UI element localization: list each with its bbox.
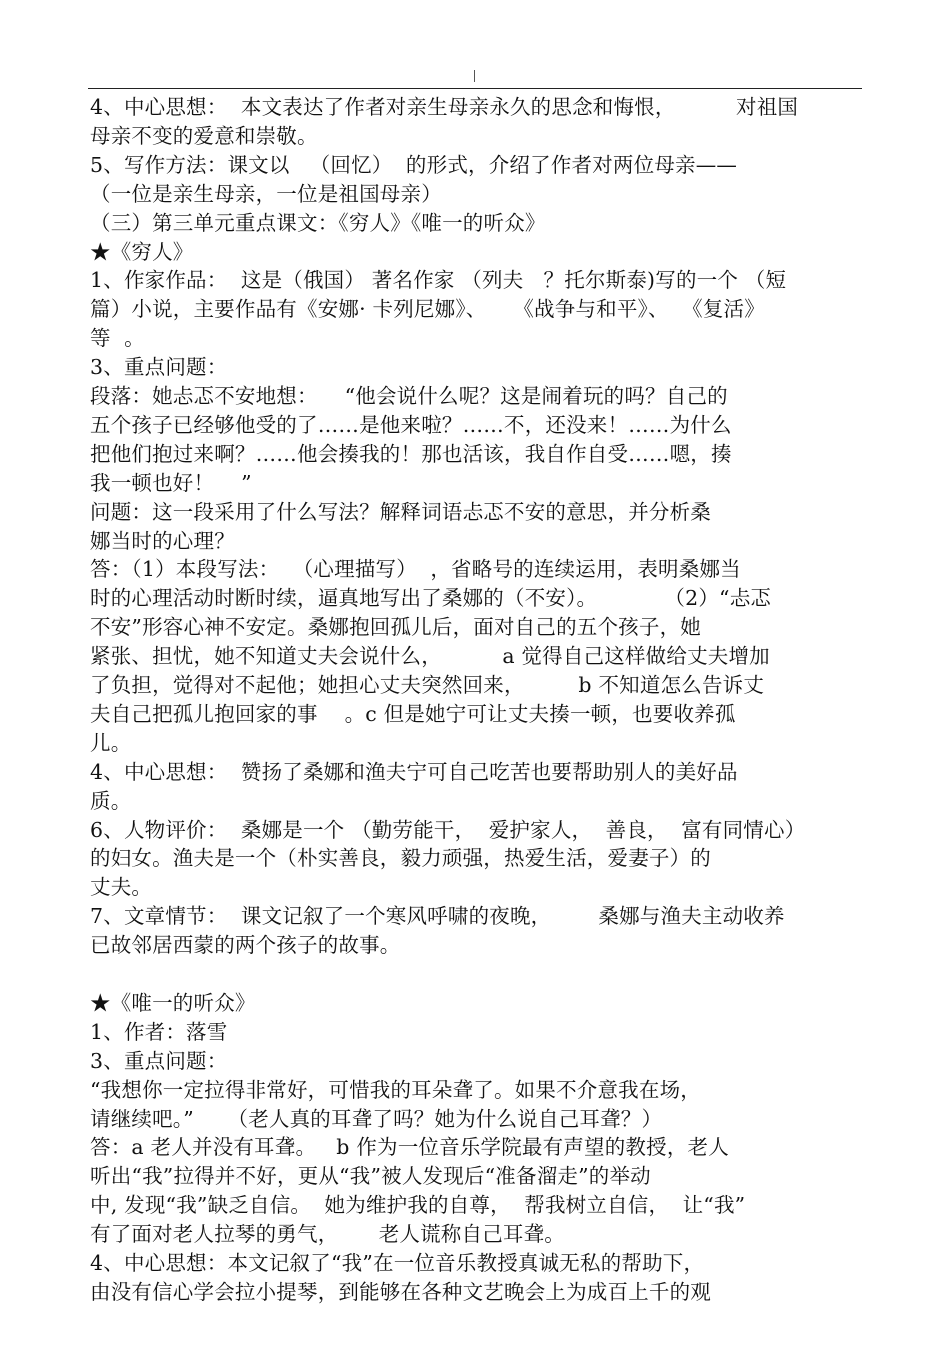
text-line: 4、中心思想： 本文表达了作者对亲生母亲永久的思念和悔恨， 对祖国 <box>90 95 799 119</box>
text-line: 段落：她忐忑不安地想： “他会说什么呢？这是闹着玩的吗？自己的 <box>90 384 728 408</box>
text-line: 1、作者：落雪 <box>90 1019 228 1044</box>
text-line: 6、人物评价： 桑娜是一个 （勤劳能干， 爱护家人， 善良， 富有同情心） <box>90 817 806 842</box>
text-line: 请继续吧。” （老人真的耳聋了吗？她为什么说自己耳聋？） <box>90 1106 663 1131</box>
header-mark <box>474 70 475 82</box>
header-rule <box>88 88 862 89</box>
text-line: （三）第三单元重点课文：《穷人》《唯一的听众》 <box>90 210 546 235</box>
text-line: 我一顿也好！ ” <box>90 470 252 495</box>
text-line: （一位是亲生母亲，一位是祖国母亲） <box>90 181 442 206</box>
text-line: ★《穷人》 <box>90 239 194 264</box>
text-line: 3、重点问题： <box>90 355 228 380</box>
text-line: 答：a 老人并没有耳聋。 b 作为一位音乐学院最有声望的教授，老人 <box>90 1135 729 1160</box>
text-line: 夫自己把孤儿抱回家的事 。c 但是她宁可让丈夫揍一顿，也要收养孤 <box>90 701 736 726</box>
text-line: 紧张、担忧，她不知道丈夫会说什么， a 觉得自己这样做给丈夫增加 <box>90 644 770 669</box>
text-line: 1、作家作品： 这是（俄国） 著名作家 （列夫 ？托尔斯泰)写的一个 （短 <box>90 268 787 293</box>
text-line: 儿。 <box>90 730 132 755</box>
text-line: 有了面对老人拉琴的勇气， 老人谎称自己耳聋。 <box>90 1222 565 1247</box>
text-line: ★《唯一的听众》 <box>90 990 256 1015</box>
text-line: 时的心理活动时断时续，逼真地写出了桑娜的（不安）。 （2）“忐忑 <box>90 586 772 611</box>
text-line: 把他们抱过来啊？……他会揍我的！那也活该，我自作自受……嗯，揍 <box>90 441 732 466</box>
text-line: 4、中心思想：本文记叙了“我”在一位音乐教授真诚无私的帮助下， <box>90 1251 705 1275</box>
text-line: 篇）小说，主要作品有《安娜· 卡列尼娜》、 《战争与和平》、 《复活》 <box>90 297 765 322</box>
text-line: 5、写作方法：课文以 （回忆） 的形式，介绍了作者对两位母亲—— <box>90 152 738 177</box>
text-line: 听出“我”拉得并不好，更从“我”被人发现后“准备溜走”的举动 <box>90 1164 651 1189</box>
text-line: 了负担，觉得对不起他；她担心丈夫突然回来， b 不知道怎么告诉丈 <box>90 673 765 697</box>
text-line: 7、文章情节： 课文记叙了一个寒风呼啸的夜晚， 桑娜与渔夫主动收养 <box>90 904 785 929</box>
text-line: 娜当时的心理？ <box>90 528 235 553</box>
text-line: 质。 <box>90 788 132 813</box>
text-line: 由没有信心学会拉小提琴，到能够在各种文艺晚会上为成百上千的观 <box>90 1279 711 1304</box>
text-line: “我想你一定拉得非常好，可惜我的耳朵聋了。如果不介意我在场， <box>90 1077 701 1102</box>
text-line: 已故邻居西蒙的两个孩子的故事。 <box>90 933 401 958</box>
text-line: 问题：这一段采用了什么写法？解释词语忐忑不安的意思，并分析桑 <box>90 499 711 524</box>
text-line: 等 。 <box>90 326 145 351</box>
text-line: 中, 发现“我”缺乏自信。 她为维护我的自尊， 帮我树立自信， 让“我” <box>90 1193 746 1218</box>
text-line: 不安”形容心神不安定。桑娜抱回孤儿后，面对自己的五个孩子，她 <box>90 615 701 640</box>
text-line: 4、中心思想： 赞扬了桑娜和渔夫宁可自己吃苦也要帮助别人的美好品 <box>90 759 738 784</box>
text-line: 答：（1）本段写法： （心理描写） ，省略号的连续运用，表明桑娜当 <box>90 557 741 582</box>
text-line: 的妇女。渔夫是一个（朴实善良，毅力顽强，热爱生活，爱妻子）的 <box>90 846 711 871</box>
text-line: 母亲不变的爱意和崇敬。 <box>90 123 318 148</box>
text-line: 3、重点问题： <box>90 1048 228 1073</box>
text-line: 五个孩子已经够他受的了……是他来啦？……不，还没来！……为什么 <box>90 412 732 437</box>
text-line: 丈夫。 <box>90 875 153 900</box>
